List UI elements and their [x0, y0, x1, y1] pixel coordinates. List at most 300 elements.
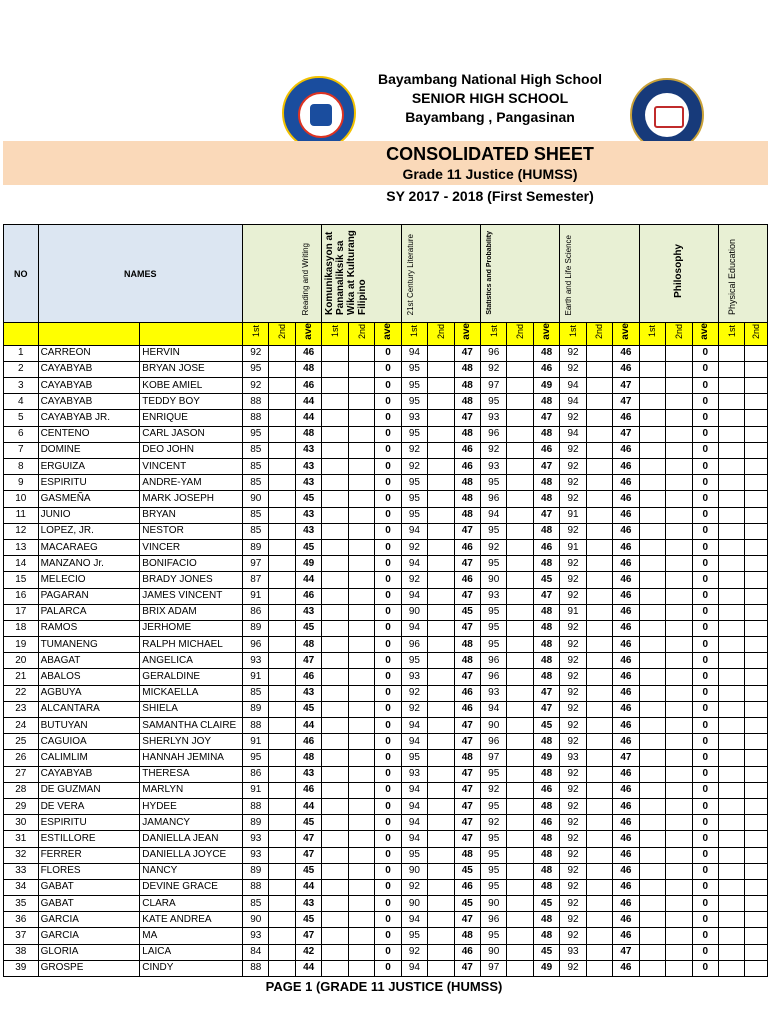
quarter-grade — [745, 944, 768, 960]
quarter-grade — [348, 394, 374, 410]
quarter-grade — [586, 491, 612, 507]
quarter-grade: 92 — [560, 928, 586, 944]
last-name: FLORES — [38, 863, 140, 879]
row-number: 20 — [4, 653, 39, 669]
average-grade: 47 — [454, 410, 480, 426]
average-grade: 0 — [375, 847, 401, 863]
quarter-grade — [586, 459, 612, 475]
quarter-grade — [718, 426, 744, 442]
table-row — [4, 863, 768, 879]
first-name: HERVIN — [140, 345, 243, 361]
quarter-grade — [718, 960, 744, 976]
average-grade: 0 — [692, 410, 718, 426]
quarter-grade — [718, 669, 744, 685]
quarter-grade: 95 — [401, 507, 427, 523]
quarter-grade — [639, 426, 665, 442]
row-number: 25 — [4, 734, 39, 750]
quarter-grade — [586, 815, 612, 831]
quarter-header-q1: 1st — [322, 323, 348, 346]
quarter-grade — [586, 847, 612, 863]
quarter-grade — [269, 491, 295, 507]
last-name: GLORIA — [38, 944, 140, 960]
last-name: CALIMLIM — [38, 750, 140, 766]
average-grade: 46 — [613, 831, 639, 847]
average-grade: 46 — [613, 604, 639, 620]
first-name: JAMES VINCENT — [140, 588, 243, 604]
average-grade: 0 — [692, 863, 718, 879]
quarter-grade — [428, 523, 454, 539]
average-grade: 48 — [454, 928, 480, 944]
average-grade: 47 — [613, 750, 639, 766]
quarter-grade: 94 — [560, 378, 586, 394]
table-row — [4, 523, 768, 539]
quarter-grade: 92 — [560, 588, 586, 604]
first-name: CLARA — [140, 896, 243, 912]
quarter-grade — [745, 815, 768, 831]
quarter-grade: 92 — [560, 410, 586, 426]
first-name: BRYAN — [140, 507, 243, 523]
quarter-grade — [348, 831, 374, 847]
quarter-grade: 92 — [401, 701, 427, 717]
average-grade: 0 — [375, 556, 401, 572]
row-number: 34 — [4, 879, 39, 895]
row-number: 11 — [4, 507, 39, 523]
quarter-grade — [666, 637, 692, 653]
average-grade: 46 — [533, 782, 559, 798]
quarter-grade — [507, 523, 533, 539]
quarter-grade — [745, 426, 768, 442]
quarter-header-q2: 2nd — [348, 323, 374, 346]
quarter-grade — [745, 912, 768, 928]
quarter-grade — [586, 944, 612, 960]
table-row — [4, 718, 768, 734]
quarter-grade — [639, 475, 665, 491]
quarter-grade — [507, 361, 533, 377]
table-row — [4, 378, 768, 394]
quarter-grade: 92 — [560, 572, 586, 588]
quarter-grade — [639, 782, 665, 798]
first-name: HYDEE — [140, 798, 243, 814]
quarter-header-q2: 2nd — [428, 323, 454, 346]
average-grade: 47 — [533, 701, 559, 717]
quarter-grade: 84 — [243, 944, 269, 960]
quarter-grade — [666, 782, 692, 798]
quarter-grade — [428, 410, 454, 426]
average-grade: 42 — [295, 944, 321, 960]
quarter-grade — [745, 734, 768, 750]
quarter-grade — [348, 523, 374, 539]
quarter-grade — [586, 588, 612, 604]
quarter-grade — [639, 394, 665, 410]
quarter-grade: 93 — [401, 766, 427, 782]
quarter-grade: 92 — [481, 361, 507, 377]
blank-cell — [38, 323, 140, 346]
average-grade: 47 — [454, 831, 480, 847]
quarter-grade — [348, 782, 374, 798]
quarter-grade: 93 — [243, 831, 269, 847]
quarter-header-q2: 2nd — [269, 323, 295, 346]
quarter-grade: 95 — [481, 863, 507, 879]
quarter-grade: 85 — [243, 896, 269, 912]
average-grade: 0 — [692, 669, 718, 685]
quarter-grade — [639, 442, 665, 458]
quarter-grade — [269, 604, 295, 620]
average-grade: 0 — [375, 766, 401, 782]
average-grade: 43 — [295, 523, 321, 539]
quarter-grade — [428, 863, 454, 879]
first-name: JERHOME — [140, 620, 243, 636]
quarter-grade — [666, 960, 692, 976]
quarter-grade — [745, 669, 768, 685]
quarter-grade — [322, 394, 348, 410]
quarter-header-q1: 1st — [481, 323, 507, 346]
quarter-grade — [507, 378, 533, 394]
average-grade: 48 — [295, 750, 321, 766]
average-grade: 0 — [375, 896, 401, 912]
quarter-grade — [745, 604, 768, 620]
quarter-grade: 93 — [481, 685, 507, 701]
quarter-header-ave: ave — [454, 323, 480, 346]
last-name: GARCIA — [38, 912, 140, 928]
quarter-grade: 95 — [243, 750, 269, 766]
quarter-grade: 95 — [481, 766, 507, 782]
average-grade: 47 — [454, 912, 480, 928]
quarter-grade: 85 — [243, 523, 269, 539]
average-grade: 48 — [454, 491, 480, 507]
quarter-grade — [269, 685, 295, 701]
last-name: ALCANTARA — [38, 701, 140, 717]
quarter-grade: 94 — [401, 798, 427, 814]
average-grade: 44 — [295, 394, 321, 410]
first-name: LAICA — [140, 944, 243, 960]
quarter-grade: 94 — [401, 782, 427, 798]
first-name: SHERLYN JOY — [140, 734, 243, 750]
subject-earth-life-science: Earth and Life Science — [560, 225, 639, 323]
average-grade: 0 — [375, 410, 401, 426]
first-name: MARK JOSEPH — [140, 491, 243, 507]
quarter-grade — [639, 637, 665, 653]
table-row — [4, 879, 768, 895]
average-grade: 46 — [533, 539, 559, 555]
quarter-grade: 95 — [401, 475, 427, 491]
quarter-grade — [269, 879, 295, 895]
row-number: 10 — [4, 491, 39, 507]
quarter-grade — [639, 831, 665, 847]
quarter-grade — [269, 475, 295, 491]
last-name: PAGARAN — [38, 588, 140, 604]
quarter-grade — [718, 782, 744, 798]
quarter-grade: 93 — [243, 928, 269, 944]
last-name: FERRER — [38, 847, 140, 863]
quarter-grade: 95 — [481, 928, 507, 944]
first-name: THERESA — [140, 766, 243, 782]
quarter-grade — [586, 928, 612, 944]
average-grade: 46 — [613, 345, 639, 361]
average-grade: 0 — [692, 766, 718, 782]
quarter-grade — [428, 345, 454, 361]
row-number: 13 — [4, 539, 39, 555]
quarter-grade — [745, 378, 768, 394]
school-level: SENIOR HIGH SCHOOL — [411, 90, 569, 106]
quarter-grade — [718, 556, 744, 572]
quarter-grade: 92 — [560, 815, 586, 831]
quarter-grade — [718, 410, 744, 426]
first-name: JAMANCY — [140, 815, 243, 831]
quarter-grade — [322, 912, 348, 928]
quarter-grade — [348, 345, 374, 361]
quarter-grade — [322, 734, 348, 750]
average-grade: 0 — [692, 491, 718, 507]
quarter-grade — [269, 345, 295, 361]
quarter-grade — [507, 879, 533, 895]
last-name: MACARAEG — [38, 539, 140, 555]
average-grade: 46 — [613, 847, 639, 863]
quarter-grade: 95 — [481, 620, 507, 636]
average-grade: 47 — [454, 798, 480, 814]
average-grade: 44 — [295, 798, 321, 814]
average-grade: 48 — [295, 637, 321, 653]
quarter-grade: 92 — [560, 637, 586, 653]
quarter-grade — [718, 361, 744, 377]
average-grade: 48 — [454, 847, 480, 863]
quarter-grade — [639, 750, 665, 766]
quarter-grade — [639, 572, 665, 588]
average-grade: 46 — [613, 815, 639, 831]
quarter-grade — [428, 378, 454, 394]
average-grade: 47 — [295, 831, 321, 847]
average-grade: 0 — [375, 928, 401, 944]
quarter-grade: 93 — [560, 944, 586, 960]
average-grade: 0 — [375, 734, 401, 750]
quarter-grade — [718, 831, 744, 847]
quarter-grade: 90 — [481, 572, 507, 588]
average-grade: 45 — [295, 815, 321, 831]
quarter-grade: 94 — [401, 815, 427, 831]
quarter-grade: 92 — [481, 815, 507, 831]
quarter-grade — [586, 507, 612, 523]
average-grade: 0 — [375, 685, 401, 701]
quarter-grade — [745, 556, 768, 572]
average-grade: 45 — [533, 718, 559, 734]
quarter-grade: 96 — [481, 426, 507, 442]
average-grade: 0 — [692, 378, 718, 394]
row-number: 21 — [4, 669, 39, 685]
average-grade: 0 — [692, 815, 718, 831]
quarter-grade — [428, 394, 454, 410]
quarter-grade: 90 — [401, 896, 427, 912]
first-name: MA — [140, 928, 243, 944]
quarter-grade — [586, 556, 612, 572]
quarter-grade — [666, 442, 692, 458]
average-grade: 0 — [375, 944, 401, 960]
quarter-grade — [745, 410, 768, 426]
quarter-grade — [586, 718, 612, 734]
quarter-grade — [718, 637, 744, 653]
quarter-grade: 95 — [401, 847, 427, 863]
quarter-grade: 92 — [401, 879, 427, 895]
quarter-grade: 90 — [243, 491, 269, 507]
average-grade: 46 — [613, 766, 639, 782]
quarter-grade — [348, 507, 374, 523]
row-number: 31 — [4, 831, 39, 847]
quarter-grade — [639, 361, 665, 377]
quarter-grade: 94 — [401, 620, 427, 636]
quarter-grade — [745, 750, 768, 766]
quarter-grade: 95 — [481, 556, 507, 572]
first-name: SAMANTHA CLAIRE — [140, 718, 243, 734]
table-row — [4, 442, 768, 458]
quarter-grade — [745, 831, 768, 847]
quarter-header-q1: 1st — [401, 323, 427, 346]
last-name: MELECIO — [38, 572, 140, 588]
quarter-grade — [639, 879, 665, 895]
quarter-grade — [639, 863, 665, 879]
quarter-grade — [718, 491, 744, 507]
average-grade: 46 — [613, 523, 639, 539]
school-year: SY 2017 - 2018 (First Semester) — [386, 188, 594, 204]
table-row — [4, 798, 768, 814]
average-grade: 46 — [613, 798, 639, 814]
quarter-grade — [507, 507, 533, 523]
quarter-grade — [586, 378, 612, 394]
table-row — [4, 815, 768, 831]
quarter-grade — [586, 685, 612, 701]
quarter-grade — [348, 960, 374, 976]
average-grade: 46 — [295, 345, 321, 361]
quarter-grade — [745, 718, 768, 734]
sheet-title: CONSOLIDATED SHEET — [386, 144, 594, 164]
quarter-grade: 95 — [401, 361, 427, 377]
quarter-grade — [507, 620, 533, 636]
quarter-grade — [639, 491, 665, 507]
average-grade: 0 — [375, 361, 401, 377]
quarter-grade — [428, 653, 454, 669]
average-grade: 0 — [692, 734, 718, 750]
quarter-grade — [666, 556, 692, 572]
quarter-grade — [322, 426, 348, 442]
quarter-header-q2: 2nd — [586, 323, 612, 346]
average-grade: 45 — [295, 912, 321, 928]
table-row — [4, 928, 768, 944]
quarter-grade — [666, 734, 692, 750]
quarter-grade — [428, 459, 454, 475]
last-name: ESPIRITU — [38, 815, 140, 831]
quarter-grade: 92 — [560, 847, 586, 863]
quarter-grade — [428, 718, 454, 734]
average-grade: 0 — [375, 637, 401, 653]
average-grade: 48 — [454, 361, 480, 377]
quarter-grade — [507, 459, 533, 475]
average-grade: 45 — [295, 620, 321, 636]
table-row — [4, 491, 768, 507]
first-name: ANGELICA — [140, 653, 243, 669]
quarter-grade — [666, 815, 692, 831]
quarter-grade — [322, 815, 348, 831]
quarter-grade: 88 — [243, 798, 269, 814]
quarter-grade — [428, 604, 454, 620]
quarter-grade — [718, 912, 744, 928]
school-name: Bayambang National High School — [377, 71, 603, 87]
average-grade: 0 — [692, 572, 718, 588]
quarter-grade — [269, 928, 295, 944]
quarter-grade — [269, 539, 295, 555]
quarter-grade: 96 — [481, 734, 507, 750]
quarter-grade: 94 — [401, 523, 427, 539]
first-name: DANIELLA JEAN — [140, 831, 243, 847]
average-grade: 46 — [613, 734, 639, 750]
average-grade: 46 — [613, 912, 639, 928]
quarter-grade — [586, 896, 612, 912]
quarter-grade: 92 — [560, 863, 586, 879]
first-name: ANDRE-YAM — [140, 475, 243, 491]
quarter-grade — [322, 944, 348, 960]
average-grade: 48 — [533, 475, 559, 491]
average-grade: 46 — [295, 378, 321, 394]
first-name: VINCENT — [140, 459, 243, 475]
quarter-grade: 94 — [401, 588, 427, 604]
quarter-grade — [586, 442, 612, 458]
quarter-grade — [428, 361, 454, 377]
quarter-grade: 95 — [481, 879, 507, 895]
quarter-grade: 86 — [243, 766, 269, 782]
quarter-grade — [348, 701, 374, 717]
average-grade: 0 — [692, 782, 718, 798]
subject-header-row — [4, 225, 768, 323]
quarter-grade — [348, 620, 374, 636]
quarter-grade — [745, 960, 768, 976]
average-grade: 47 — [295, 847, 321, 863]
average-grade: 47 — [454, 523, 480, 539]
table-row — [4, 361, 768, 377]
row-number: 9 — [4, 475, 39, 491]
quarter-grade — [269, 863, 295, 879]
quarter-grade: 88 — [243, 879, 269, 895]
average-grade: 47 — [613, 944, 639, 960]
average-grade: 46 — [613, 410, 639, 426]
average-grade: 45 — [533, 572, 559, 588]
average-grade: 48 — [454, 637, 480, 653]
quarter-grade — [639, 620, 665, 636]
average-grade: 0 — [692, 798, 718, 814]
average-grade: 43 — [295, 766, 321, 782]
quarter-grade — [322, 831, 348, 847]
quarter-grade: 95 — [243, 361, 269, 377]
table-row — [4, 750, 768, 766]
average-grade: 0 — [375, 718, 401, 734]
average-grade: 0 — [692, 637, 718, 653]
average-grade: 48 — [533, 345, 559, 361]
average-grade: 46 — [295, 669, 321, 685]
quarter-grade — [507, 572, 533, 588]
average-grade: 48 — [454, 426, 480, 442]
quarter-grade — [322, 750, 348, 766]
quarter-grade: 95 — [401, 653, 427, 669]
quarter-grade — [745, 459, 768, 475]
quarter-grade: 94 — [401, 734, 427, 750]
quarter-grade — [745, 442, 768, 458]
quarter-grade — [507, 539, 533, 555]
quarter-grade: 88 — [243, 718, 269, 734]
quarter-grade — [507, 944, 533, 960]
quarter-grade — [718, 345, 744, 361]
quarter-grade: 93 — [243, 847, 269, 863]
average-grade: 49 — [533, 960, 559, 976]
row-number: 16 — [4, 588, 39, 604]
quarter-grade — [428, 701, 454, 717]
first-name: GERALDINE — [140, 669, 243, 685]
average-grade: 0 — [375, 604, 401, 620]
average-grade: 48 — [533, 637, 559, 653]
